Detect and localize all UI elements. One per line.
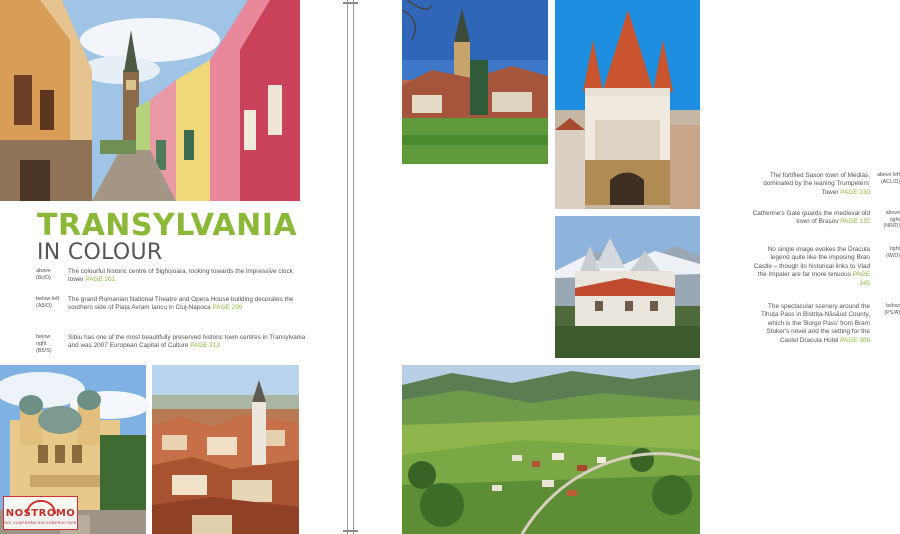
caption-text: Catherine's Gate guards the medieval old town of Brașov PAGE 132 (752, 210, 870, 226)
photo-tihuta-pass (402, 365, 700, 534)
page-reference: PAGE 201 (85, 276, 116, 284)
caption-text: The grand Romanian National Theatre and Opera House building decorates the southern side of Piața Avram Iancu in Cluj-Napoca PAGE 290 (68, 296, 294, 312)
caption-cluj-theatre (36, 296, 306, 313)
book-spine (338, 0, 364, 534)
caption-position: below (PS/A) (884, 303, 900, 316)
left-page (0, 0, 350, 534)
page-reference: PAGE 309 (840, 336, 870, 344)
spine-line-left (347, 0, 348, 534)
caption-medias (748, 172, 900, 197)
caption-position: above (8c/D) (36, 268, 51, 281)
photo-medias (402, 0, 548, 164)
caption-text: No single image evokes the Dracula legend quite like the imposing Bran Castle – though its historical links to Vlad the Impaler are far more tenuous PAGE 145 (753, 246, 870, 287)
logo-tagline: NOI CUMPĂRĂM DIN SOMERSETARE (4, 521, 77, 525)
caption-catherines-gate (748, 210, 900, 230)
caption-position: above left (ACL/D) (877, 172, 900, 185)
caption-text: Sibiu has one of the most beautifully preserved historic town centres in Transylvania and was 2007 European Capital of Culture PAGE 213 (68, 334, 306, 350)
page-reference: PAGE 290 (212, 304, 243, 312)
spine-line-right (353, 0, 354, 534)
caption-sibiu (36, 334, 306, 355)
page-subtitle: IN COLOUR (37, 240, 163, 265)
caption-bran-castle (748, 246, 900, 288)
caption-text: The colourful historic centre of Sighișoara, looking towards the impressive clock tower PAGE 201 (68, 268, 293, 284)
spine-cap-top (343, 2, 358, 4)
logo-name: NOSTROMO (5, 508, 76, 519)
caption-position: above right (NR/D) (883, 210, 900, 230)
caption-position: right (W/D) (886, 246, 900, 259)
caption-sighisoara (36, 268, 306, 285)
photo-sighisoara (0, 0, 300, 201)
photo-catherines-gate (555, 0, 700, 209)
caption-text: The fortified Saxon town of Mediaș, dominated by the leaning Trumpeters' Tower PAGE 230 (763, 172, 870, 196)
photo-bran-castle (555, 216, 700, 358)
page-reference: PAGE 145 (852, 271, 870, 287)
page-reference: PAGE 213 (190, 342, 220, 350)
caption-tihuta-pass (748, 303, 900, 345)
watermark-logo (3, 496, 78, 530)
photo-sibiu (152, 365, 299, 534)
caption-text: The spectacular scenery around the Tihuța Pass in Bistrița-Năsăud County, which is the 'Borgo Pass' from Bram Stoker's novel and the setting for the Castel Dracula Hotel PAGE 309 (760, 303, 870, 344)
caption-position: below left (A5/D) (36, 296, 60, 309)
caption-position: below right (B5/S) (36, 334, 52, 354)
spine-cap-bottom (343, 530, 358, 532)
logo-arc-icon (26, 500, 56, 514)
right-page (350, 0, 900, 534)
page-reference: PAGE 230 (840, 188, 870, 196)
page-title: TRANSYLVANIA (37, 208, 298, 243)
page-reference: PAGE 132 (840, 218, 870, 226)
